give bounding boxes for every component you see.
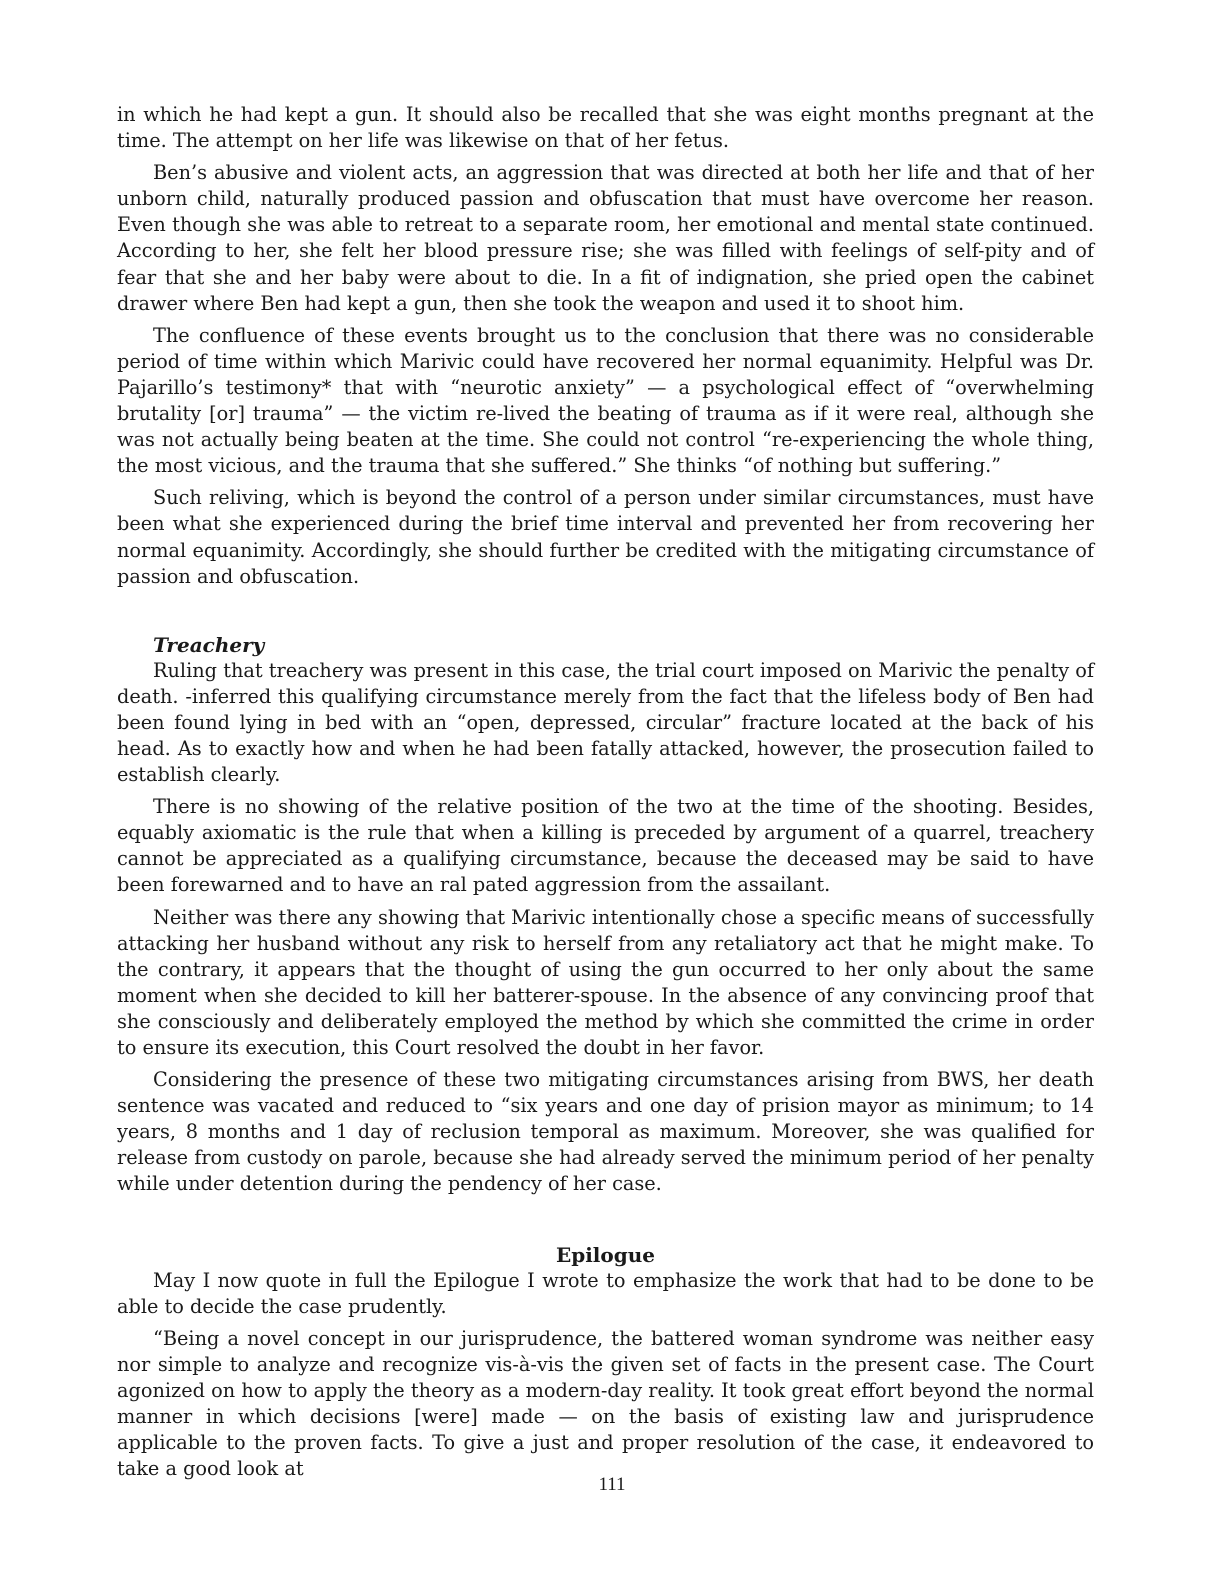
paragraph-specific-means: Neither was there any showing that Marivic intentionally chose a specific means of successfully attacking her husband without any risk to herself from any retaliatory act that he might make. To the contrary, it appears that the thought of using the gun occurred to her only about the same moment when she decided to kill her batterer-spouse. In the absence of any convincing proof that she consciously and deliberately employed the method by which she committed the crime in order to ensure its execution, this Court resolved the doubt in her favor. xyxy=(117,905,1094,1059)
section-heading-treachery: Treachery xyxy=(153,632,265,657)
page-body xyxy=(117,102,1094,1488)
paragraph-epilogue-quote: “Being a novel concept in our jurisprudence, the battered woman syndrome was neither easy nor simple to analyze and recognize vis-à-vis the given set of facts in the present case. The Court agonized on how to apply the theory as a modern-day reality. It took great effort beyond the normal manner in which decisions [were] made — on the basis of existing law and jurisprudence applicable to the proven facts. To give a just and proper resolution of the case, it endeavored to take a good look at xyxy=(117,1326,1094,1481)
paragraph-confluence: The confluence of these events brought us to the conclusion that there was no considerable period of time within which Marivic could have recovered her normal equanimity. Helpful was Dr. Pajarillo’s testimony* that with “neurotic anxiety” — a psychological effect of “overwhelming brutality [or] trauma” — the victim re-lived the beating of trauma as if it were real, although she was not actually being beaten at the time. She could not control “re-experiencing the whole thing, the most vicious, and the trauma that she suffered.” She thinks “of nothing but suffering.” xyxy=(117,323,1094,478)
paragraph-continuation: in which he had kept a gun. It should also be recalled that she was eight months pregnant at the time. The attempt on her life was likewise on that of her fetus. xyxy=(117,103,1094,153)
page-number: 111 xyxy=(598,1474,626,1495)
paragraph-relative-position: There is no showing of the relative position of the two at the time of the shooting. Besides, equably axiomatic is the rule that when a killing is preceded by argument of a quarrel, treachery cannot be appreciated as a qualifying circumstance, because the deceased may be said to have been forewarned and to have an ral pated aggression from the assailant. xyxy=(117,795,1094,897)
paragraph-epilogue-intro: May I now quote in full the Epilogue I wrote to emphasize the work that had to be done to be able to decide the case prudently. xyxy=(117,1268,1094,1318)
paragraph-reliving: Such reliving, which is beyond the control of a person under similar circumstances, must have been what she experienced during the brief time interval and prevented her from recovering her normal equanimity. Accordingly, she should further be credited with the mitigating circumstance of passion and obfuscation. xyxy=(117,486,1094,588)
paragraph-abusive-acts: Ben’s abusive and violent acts, an aggression that was directed at both her life and that of her unborn child, naturally produced passion and obfuscation that must have overcome her reason. Even though she was able to retreat to a separate room, her emotional and mental state continued. According to her, she felt her blood pressure rise; she was filled with feelings of self-pity and of fear that she and her baby were about to die. In a fit of indignation, she pried open the cabinet drawer where Ben had kept a gun, then she took the weapon and used it to shoot him. xyxy=(117,161,1094,315)
paragraph-sentence-reduced: Considering the presence of these two mitigating circumstances arising from BWS, her death sentence was vacated and reduced to “six years and one day of prision mayor as minimum; to 14 years, 8 months and 1 day of reclusion temporal as maximum. Moreover, she was qualified for release from custody on parole, because she had already served the minimum period of her penalty while under detention during the pendency of her case. xyxy=(117,1068,1094,1196)
paragraph-trial-court-ruling: Ruling that treachery was present in this case, the trial court imposed on Marivic the penalty of death. -inferred this qualifying circumstance merely from the fact that the lifeless body of Ben had been found lying in bed with an “open, depressed, circular” fracture located at the back of his head. As to exactly how and when he had been fatally attacked, however, the prosecution failed to establish clearly. xyxy=(117,658,1094,787)
section-heading-epilogue: Epilogue xyxy=(555,1242,655,1267)
